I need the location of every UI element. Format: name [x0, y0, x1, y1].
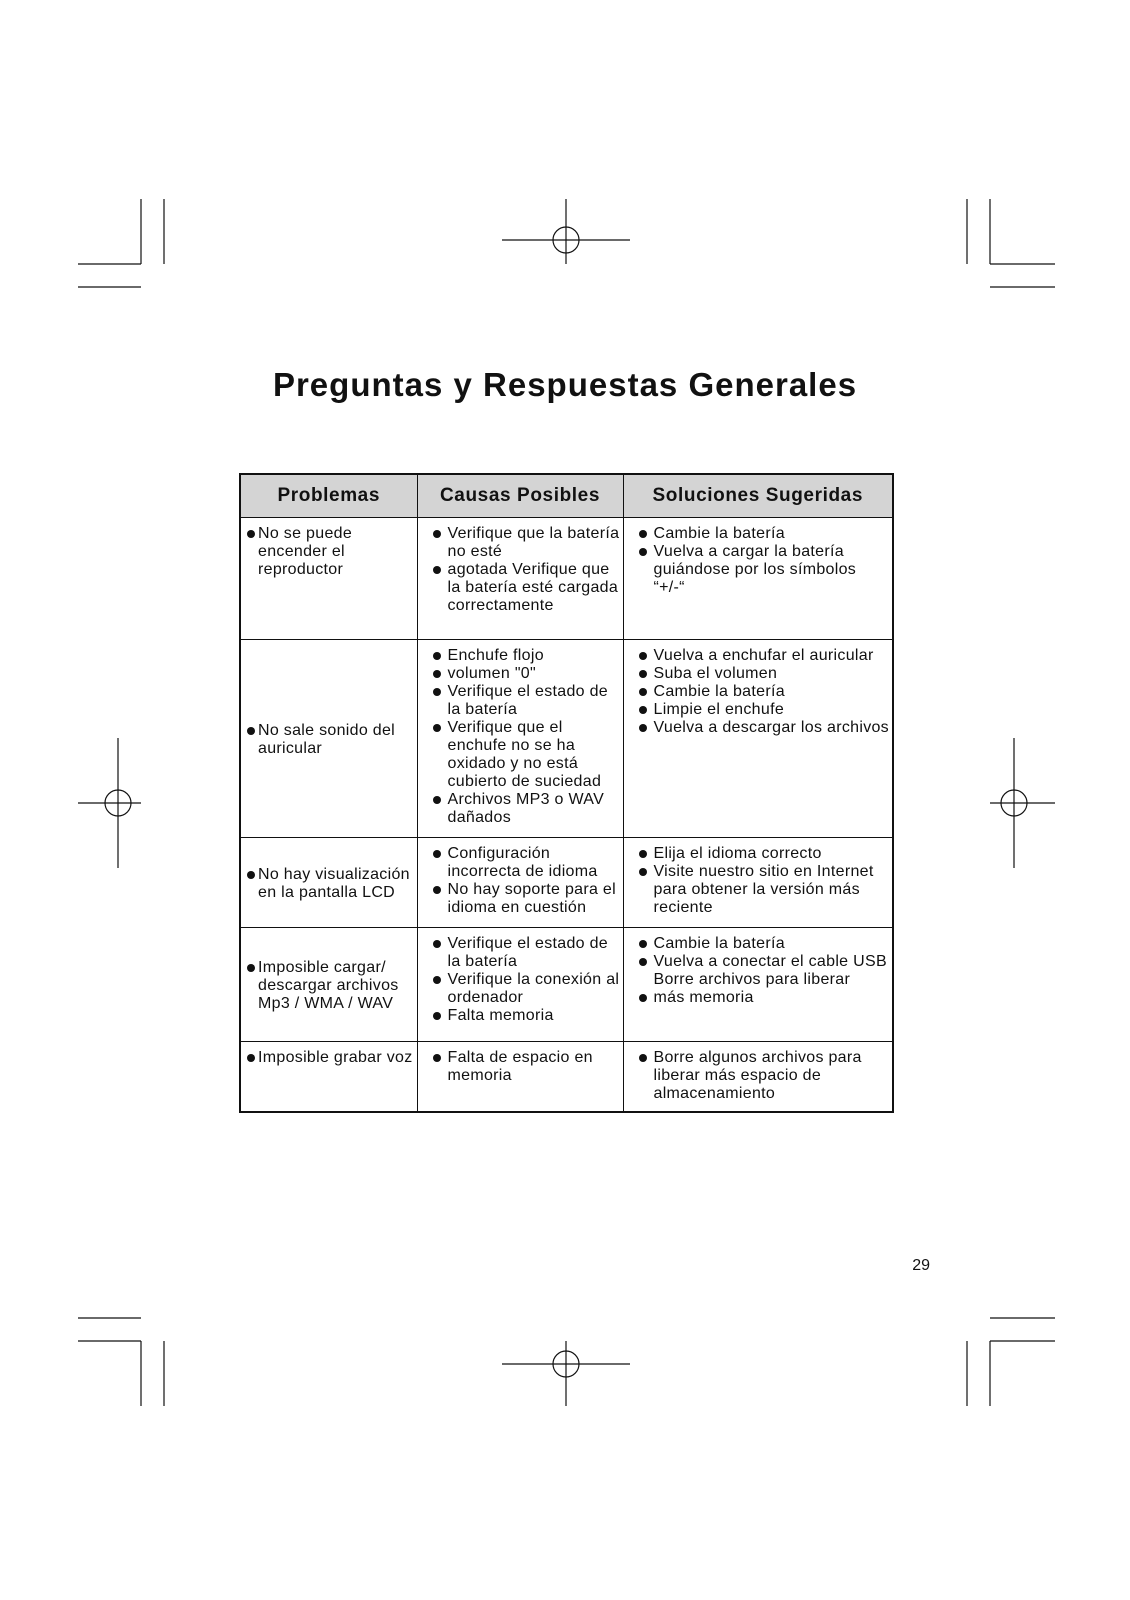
cause-item: Verifique la conexión al ordenador — [424, 971, 621, 1007]
cause-item: No hay soporte para el idioma en cuestión — [424, 881, 621, 917]
solution-item: Cambie la batería — [630, 935, 891, 953]
solution-item: Vuelva a conectar el cable USB Borre archivos para liberar — [630, 953, 891, 989]
solution-item: Cambie la batería — [630, 525, 891, 543]
causes-cell — [417, 518, 623, 640]
causes-cell — [417, 1042, 623, 1112]
solution-item: más memoria — [630, 989, 891, 1007]
solutions-cell — [623, 1042, 893, 1112]
causes-cell — [417, 640, 623, 838]
solutions-cell — [623, 518, 893, 640]
cause-item: volumen "0" — [424, 665, 621, 683]
causes-cell — [417, 928, 623, 1042]
cause-item: Enchufe flojo — [424, 647, 621, 665]
problem-cell — [240, 838, 417, 928]
header-problemas: Problemas — [240, 474, 417, 518]
header-soluciones: Soluciones Sugeridas — [623, 474, 893, 518]
problem-item: No sale sonido del auricular — [247, 722, 415, 758]
solution-item: Vuelva a enchufar el auricular — [630, 647, 891, 665]
table-row — [240, 928, 893, 1042]
cause-item: Falta memoria — [424, 1007, 621, 1025]
solution-item: Vuelva a descargar los archivos — [630, 719, 891, 737]
problem-cell — [240, 518, 417, 640]
solution-item: Cambie la batería — [630, 683, 891, 701]
solution-item: Vuelva a cargar la batería guiándose por los símbolos “+/-“ — [630, 543, 891, 597]
problem-item: Imposible cargar/ descargar archivos Mp3 / WMA / WAV — [247, 959, 415, 1013]
problem-item: No hay visualización en la pantalla LCD — [247, 866, 415, 902]
solutions-cell — [623, 640, 893, 838]
table-row — [240, 518, 893, 640]
cause-item: Verifique el estado de la batería — [424, 935, 621, 971]
solution-item: Elija el idioma correcto — [630, 845, 891, 863]
cause-item: Falta de espacio en memoria — [424, 1049, 621, 1085]
table-row — [240, 640, 893, 838]
cause-item: Verifique que el enchufe no se ha oxidado y no está cubierto de suciedad — [424, 719, 621, 791]
solution-item: Visite nuestro sitio en Internet para obtener la versión más reciente — [630, 863, 891, 917]
cause-item: Configuración incorrecta de idioma — [424, 845, 621, 881]
cause-item: Verifique que la batería no esté — [424, 525, 621, 561]
solution-item: Limpie el enchufe — [630, 701, 891, 719]
table-header-row — [240, 474, 893, 518]
header-causas: Causas Posibles — [417, 474, 623, 518]
faq-table — [239, 473, 894, 1113]
page-number: 29 — [912, 1257, 930, 1274]
solution-item: Borre algunos archivos para liberar más espacio de almacenamiento — [630, 1049, 891, 1103]
solutions-cell — [623, 838, 893, 928]
causes-cell — [417, 838, 623, 928]
problem-cell — [240, 1042, 417, 1112]
problem-cell — [240, 928, 417, 1042]
page-title: Preguntas y Respuestas Generales — [272, 366, 858, 403]
cause-item: agotada Verifique que la batería esté cargada correctamente — [424, 561, 621, 615]
problem-cell — [240, 640, 417, 838]
solutions-cell — [623, 928, 893, 1042]
solution-item: Suba el volumen — [630, 665, 891, 683]
table-row — [240, 1042, 893, 1112]
problem-item: No se puede encender el reproductor — [247, 525, 415, 579]
cause-item: Verifique el estado de la batería — [424, 683, 621, 719]
cause-item: Archivos MP3 o WAV dañados — [424, 791, 621, 827]
problem-item: Imposible grabar voz — [247, 1049, 415, 1067]
table-row — [240, 838, 893, 928]
